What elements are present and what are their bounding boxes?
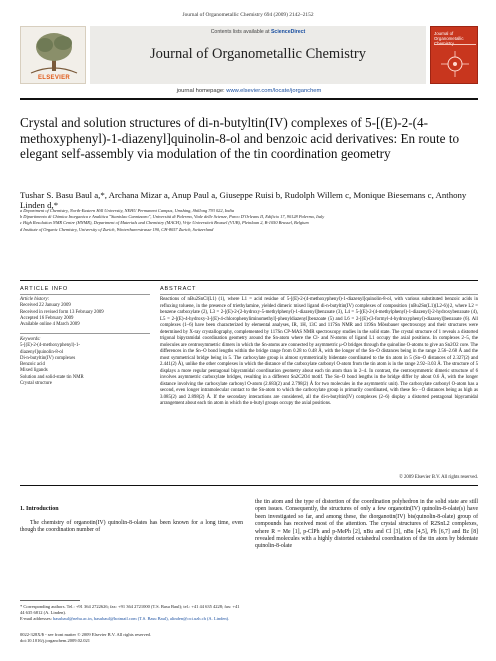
abstract-heading: ABSTRACT bbox=[160, 286, 197, 292]
info-rule bbox=[20, 280, 478, 281]
affiliations bbox=[20, 208, 478, 233]
affiliation: a Department of Chemistry, North-Eastern Hill University, NEHU Permanent Campus, Umshing, Shillong 793 022, India bbox=[20, 208, 235, 213]
header-rule bbox=[20, 98, 478, 100]
keyword: diazenyl]quinolin-8-ol bbox=[20, 349, 64, 355]
article-info-heading: ARTICLE INFO bbox=[20, 286, 69, 292]
introduction-heading: 1. Introduction bbox=[20, 506, 59, 512]
publisher-logo[interactable] bbox=[20, 26, 86, 84]
keyword: Solution and solid-state tin NMR bbox=[20, 374, 84, 380]
email-addresses[interactable]: basubaul@nehu.ac.in, basubaul@hotmail.com (T.S. Basu Baul), alinden@oci.uzh.ch (A. Linden). bbox=[53, 616, 230, 621]
abstract-heading-rule bbox=[160, 294, 478, 295]
author-list: Tushar S. Basu Baul a,*, Archana Mizar a, Anup Paul a, Giuseppe Ruisi b, Rudolph Willem c, Monique Biesemans c, Anthony Linden d,* bbox=[20, 190, 467, 210]
sciencedirect-link[interactable]: ScienceDirect bbox=[270, 29, 306, 35]
cover-title: Journal of Organometallic bbox=[434, 31, 464, 42]
keyword: Crystal structure bbox=[20, 381, 52, 387]
publisher-logo-text: ELSEVIER bbox=[37, 75, 71, 81]
cover-molecule-icon bbox=[439, 49, 471, 79]
footnotes bbox=[20, 604, 243, 622]
homepage-url[interactable]: www.elsevier.com/locate/jorganchem bbox=[226, 88, 322, 94]
journal-banner bbox=[20, 26, 478, 84]
footnote-rule bbox=[20, 600, 80, 601]
keyword: Mixed ligands bbox=[20, 368, 48, 374]
abstract-text: Reactions of nBu2SnCl(L1) (1), where L1 = acid residue of 5-[(E)-2-(4-methoxyphenyl)-1-diazenyl]quinolin-8-ol, with various substituted benzoic acids in refluxing toluene, in the presence of triethylamine, yielded dimeric mixed ligand di-n-butyltin(IV) complexes of composition {nBu2Sn(L1)(L2-6)}2, where L2 = benzene carboxylate (2), L3 = 2-[(E)-2-(2-hydroxy-5-methylphenyl)-1-diazenyl]benzoate (3), L4 = 5-[(E)-2-(4-methylphenyl)-1-diazenyl]-2-hydroxybenzoate (4), L5 = 2-[(E)-4-hydroxy-3-[(E)-4-chlorophenyliminomethyl]-phenyldiazenyl]benzoate (5) and L6 = 2-[(E)-(3-formyl-4-hydroxyphenyl)-diazenyl]benzoate (6). All complexes (1–6) have been characterized by elemental analyses, IR, 1H, 13C and 117Sn NMR and 119Sn Mössbauer spectroscopy and their structures were determined by X-ray crystallography, complemented by 117Sn CP-MAS NMR spectroscopy studies in the solid state. The crystal structure of 1 reveals a distorted trigonal bipyramidal coordination geometry around the Sn-atom where the Cl- and N-atoms of ligand L1 occupy the axial positions. In complexes 2–5, the molecules are centrosymmetric dimers in which the Sn-atoms are connected by asymmetric μ-O bridges through the quinoline O-atoms to give an Sn2O2 core. The differences in the Sn–O bond lengths within the bridge range from 0.28 to 0.48 Å, with the longer of the Sn–O distances being in the range 2.56–2.68 Å and the most symmetrical bridge being in 5. The carboxylate group is almost symmetrically bidentate coordinated to the tin atom in 5 (Sn–O distances of 2.327(2) and 2.441(2) Å), unlike the other complexes in which the distance of the carboxylate carbonyl O-atom from the tin atom is in the range 2.92–3.03 Å. The structure of 5 displays a more regular pentagonal bipyramidal coordination geometry about each tin atom than in 2–4. In contrast, the centrosymmetric dimeric structure of 6 involves asymmetric carboxylate bridges, resulting in a different Sn2C2O4 motif. The Sn–O bond lengths in the bridge differ by about 0.6 Å, with the longer distance involving the carboxylate carbonyl O-atom (2.683(2) and 2.798(2) Å for two molecules in the asymmetric unit). The carboxylate carbonyl O-atom has a second, even longer intramolecular contact to the Sn-atom to which the carboxylate group is primarily coordinated, with these Sn···O distances being as high as 3.085(2) and 2.898(2) Å. If the secondary interactions are considered, all the di-n-butyltin(IV) complexes (2–6) display a distorted pentagonal bipyramidal arrangement about each tin atom in which the n-butyl groups occupy the axial positions. bbox=[160, 297, 478, 406]
journal-title: Journal of Organometallic Chemistry bbox=[150, 46, 366, 62]
introduction-text-left: The chemistry of organotin(IV) quinolin-8-olates has been known for a long time, even though the coordination number of bbox=[20, 520, 243, 534]
email-prefix: E-mail addresses: bbox=[20, 616, 52, 621]
contents-prefix: Contents lists available at bbox=[210, 29, 270, 35]
article-title: Crystal and solution structures of di-n-butyltin(IV) complexes of 5-[(E)-2-(4-methoxyphenyl)-1-diazenyl]quinolin-8-ol and benzoic acid derivatives: En route to elegant self-assembly via modulation of the tin coordination geometry bbox=[20, 115, 460, 161]
affiliation: b Dipartimento di Chimica Inorganica e Analitica "Stanislao Cannizzaro", Università di Palermo, Viale delle Scienze, Parco D'Orleans II, Edificio 17, 90128 Palermo, Italy bbox=[20, 214, 325, 220]
history-item: Received in revised form 13 February 2009 bbox=[20, 309, 104, 315]
homepage-prefix: journal homepage: bbox=[176, 88, 225, 94]
affiliation: c High Resolution NMR Centre (HNMR), Department of Materials and Chemistry (MACH), Vrije Universiteit Brussel (VUB), Pleinlaan 2, B-1050 Brussel, Belgium bbox=[20, 220, 309, 226]
keyword: 5-[(E)-2-(4-methoxyphenyl)-1- bbox=[20, 343, 80, 349]
abstract-end-rule bbox=[20, 485, 478, 486]
keywords-label: Keywords: bbox=[20, 337, 41, 342]
journal-cover-thumbnail[interactable] bbox=[430, 26, 478, 84]
history-item: Available online 4 March 2009 bbox=[20, 322, 80, 328]
journal-homepage-line bbox=[20, 88, 478, 94]
introduction-text-right: the tin atom and the type of distortion of the coordination polyhedron in the solid state are still open issues. Consequently, the structures of only a few organotin(IV) quinolin-8-olate(s) have been investigated so far, and among these, the diorganotin(IV) bis(quinolin-8-olate) group of compounds has received most of the attention. The crystal structures of R2SnL2 complexes, where R = Me [1], p-ClPh and p-MePh [2], nBu and Cl [3], nBu [4,5], Ph [6,7] and Bz [8] revealed molecules with a highly distorted octahedral coordination of the tin atom by bidentate quinolin-8-olate bbox=[255, 499, 478, 550]
history-label: Article history: bbox=[20, 297, 50, 302]
email-note bbox=[20, 616, 243, 622]
corresponding-author-note: * Corresponding authors. Tel.: +91 364 2722626; fax: +91 364 2721000 (T.S. Basu Baul); tel.: +41 44 635 4228; fax: +41 44 635 6812 (A. Linden). bbox=[20, 604, 240, 615]
keywords bbox=[20, 337, 150, 387]
journal-reference: Journal of Organometallic Chemistry 694 (2009) 2142–2152 bbox=[182, 12, 314, 18]
article-history bbox=[20, 297, 150, 328]
publication-meta bbox=[20, 632, 243, 644]
contents-line bbox=[90, 29, 426, 35]
copyright-notice: © 2009 Elsevier B.V. All rights reserved. bbox=[399, 475, 478, 480]
history-item: Received 22 January 2009 bbox=[20, 303, 71, 309]
cover-divider bbox=[434, 44, 476, 45]
tree-logo-icon bbox=[21, 27, 86, 75]
info-heading-rule bbox=[20, 294, 150, 295]
keywords-rule bbox=[20, 333, 150, 334]
banner-center bbox=[90, 26, 426, 84]
doi-line[interactable]: doi:10.1016/j.jorganchem.2009.02.021 bbox=[20, 638, 91, 643]
issn-line: 0022-328X/$ - see front matter © 2009 Elsevier B.V. All rights reserved. bbox=[20, 632, 152, 637]
affiliation: d Institute of Organic Chemistry, University of Zurich, Winterthurerstrasse 190, CH-8057 Zurich, Switzerland bbox=[20, 226, 214, 232]
keyword: Di-n-butyltin(IV) complexes bbox=[20, 355, 76, 361]
keyword: Benzoic acid bbox=[20, 362, 45, 368]
history-item: Accepted 16 February 2009 bbox=[20, 315, 74, 321]
